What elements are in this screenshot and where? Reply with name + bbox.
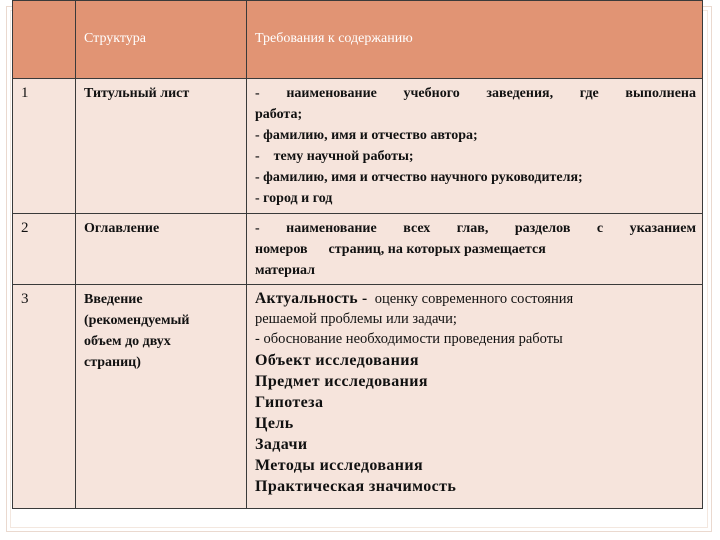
requirement-line: материал — [255, 263, 315, 278]
table-header-row — [13, 1, 703, 79]
requirement-line: - фамилию, имя и отчество автора; — [255, 128, 478, 143]
intro-item: Практическая значимость — [255, 478, 457, 495]
intro-item: Методы исследования — [255, 457, 424, 474]
table-row — [13, 214, 703, 285]
intro-item: Предмет исследования — [255, 373, 428, 390]
intro-item: Задачи — [255, 436, 308, 453]
actuality-line — [255, 289, 696, 309]
intro-item: Гипотеза — [255, 394, 324, 411]
row-requirements — [247, 285, 703, 509]
justification-line: - обоснование необходимости проведения работы — [255, 331, 563, 347]
requirement-line: - город и год — [255, 191, 333, 206]
header-number-cell — [13, 1, 76, 79]
table-row — [13, 79, 703, 214]
row-structure: Титульный лист — [76, 79, 247, 214]
actuality-label: Актуальность - — [255, 290, 368, 307]
requirement-line: номеров страниц, на которых размещается — [255, 242, 546, 257]
row-requirements — [247, 79, 703, 214]
actuality-continuation: решаемой проблемы или задачи; — [255, 311, 457, 327]
requirement-line: - тему научной работы; — [255, 149, 414, 164]
intro-item: Цель — [255, 415, 294, 432]
requirement-line: работа; — [255, 107, 303, 122]
row-number: 3 — [13, 285, 76, 509]
header-structure-cell: Структура — [76, 1, 247, 79]
intro-item: Объект исследования — [255, 352, 419, 369]
table-row — [13, 285, 703, 509]
header-requirements-cell: Требования к содержанию — [247, 1, 703, 79]
row-requirements — [247, 214, 703, 285]
row-number: 2 — [13, 214, 76, 285]
actuality-text: оценку современного состояния — [367, 291, 574, 307]
requirement-line: - наименование всех глав, разделов с указанием — [255, 221, 696, 236]
structure-table — [12, 0, 703, 509]
requirement-line: - фамилию, имя и отчество научного руководителя; — [255, 170, 583, 185]
row-number: 1 — [13, 79, 76, 214]
row-structure: Оглавление — [76, 214, 247, 285]
requirement-line: - наименование учебного заведения, где выполнена — [255, 86, 696, 101]
row-structure: Введение (рекомендуемый объем до двух страниц) — [76, 285, 247, 509]
